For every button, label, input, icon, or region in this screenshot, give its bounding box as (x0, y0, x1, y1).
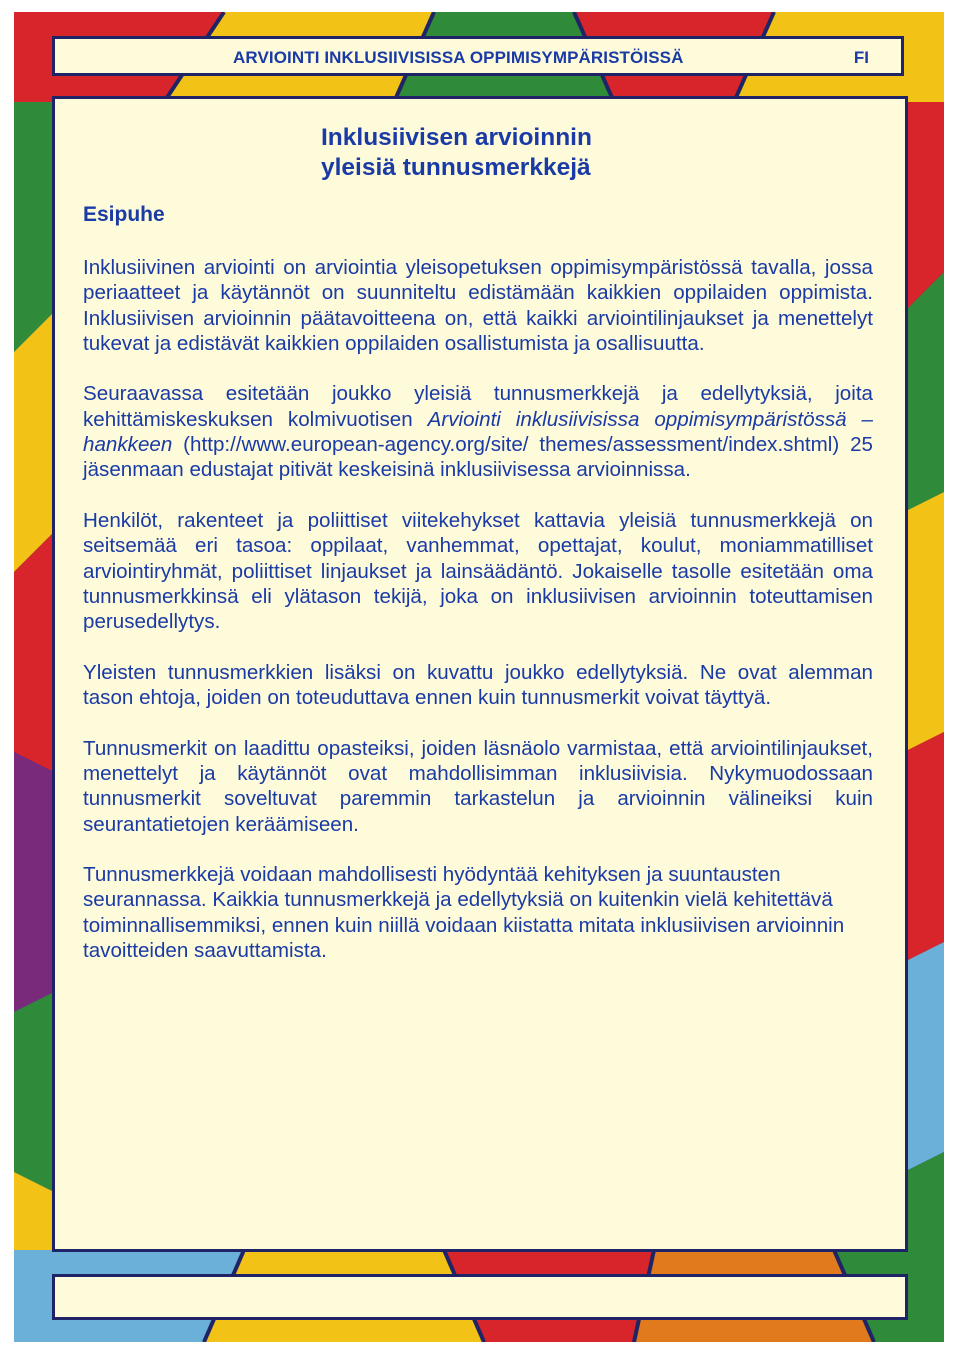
paragraph-2-tail: (http://www.european-agency.org/site/ themes/assessment/index.shtml) 25 jäsenmaan edustajat pitivät keskeisinä inklusiivisessa arvioinnissa. (83, 433, 873, 482)
footer-panel (52, 1274, 908, 1320)
paragraph-5: Tunnusmerkit on laadittu opasteiksi, joiden läsnäolo varmistaa, että arviointilinjaukset, menettelyt ja käytännöt ovat mahdollisimman inklusiivisia. Nykymuodossaan tunnusmerkit soveltuvat paremmin tarkastelun ja arvioinnin välineiksi kuin seurantatietojen keräämiseen. (83, 736, 873, 836)
language-code: FI (853, 48, 869, 67)
stained-glass-frame (14, 12, 944, 1342)
document-title (321, 123, 592, 183)
project-name: Arviointi inklusiivisissa oppimisympäristössä –hankkeen (83, 407, 874, 457)
running-header-title: ARVIOINTI INKLUSIIVISISSA OPPIMISYMPÄRISTÖISSÄ (233, 48, 684, 67)
paragraph-3: Henkilöt, rakenteet ja poliittiset viitekehykset kattavia yleisiä tunnusmerkkejä on seitsemää eri tasoa: oppilaat, vanhemmat, opettajat, koulut, moniammatilliset arviointiryhmät, poliittiset linjaukset ja lainsäädäntö. Jokaiselle tasolle esitetään oma tunnusmerkkinsä eli ylätason tekijä, joka on inklusiivisen arvioinnin toteuttamisen perusedellytys. (83, 508, 873, 634)
paragraph-4: Yleisten tunnusmerkkien lisäksi on kuvattu joukko edellytyksiä. Ne ovat alemman tason ehtoja, joiden on toteuduttava ennen kuin tunnusmerkit voivat täyttyä. (83, 660, 873, 710)
paragraph-6: Tunnusmerkkejä voidaan mahdollisesti hyödyntää kehityksen ja suuntausten seurannassa. Kaikkia tunnusmerkkejä ja edellytyksiä on kuitenkin vielä kehitettävä toiminnallisemmiksi, ennen kuin niillä voidaan kiistatta mitata inklusiivisen arvioinnin tavoitteiden saavuttamista. (83, 863, 845, 963)
content-panel (52, 96, 908, 1252)
document-title-line-1: Inklusiivisen arvioinnin (321, 124, 592, 151)
paragraph-2-lead: Seuraavassa esitetään joukko yleisiä tunnusmerkkejä ja edellytyksiä, joita kehittämiskeskuksen kolmivuotisen (83, 382, 873, 431)
running-header (52, 36, 904, 76)
body-text (83, 255, 873, 989)
paragraph-2 (83, 381, 873, 482)
section-heading: Esipuhe (83, 203, 165, 226)
paragraph-1: Inklusiivinen arviointi on arviointia yleisopetuksen oppimisympäristössä tavalla, jossa periaatteet ja käytännöt on suunniteltu edistämään kaikkien oppilaiden oppimista. Inklusiivisen arvioinnin päätavoitteena on, että kaikki arviointilinjaukset ja menettelyt tukevat ja edistävät kaikkien oppilaiden osallistumista ja osallisuutta. (83, 256, 873, 355)
document-title-line-2: yleisiä tunnusmerkkejä (321, 154, 591, 181)
